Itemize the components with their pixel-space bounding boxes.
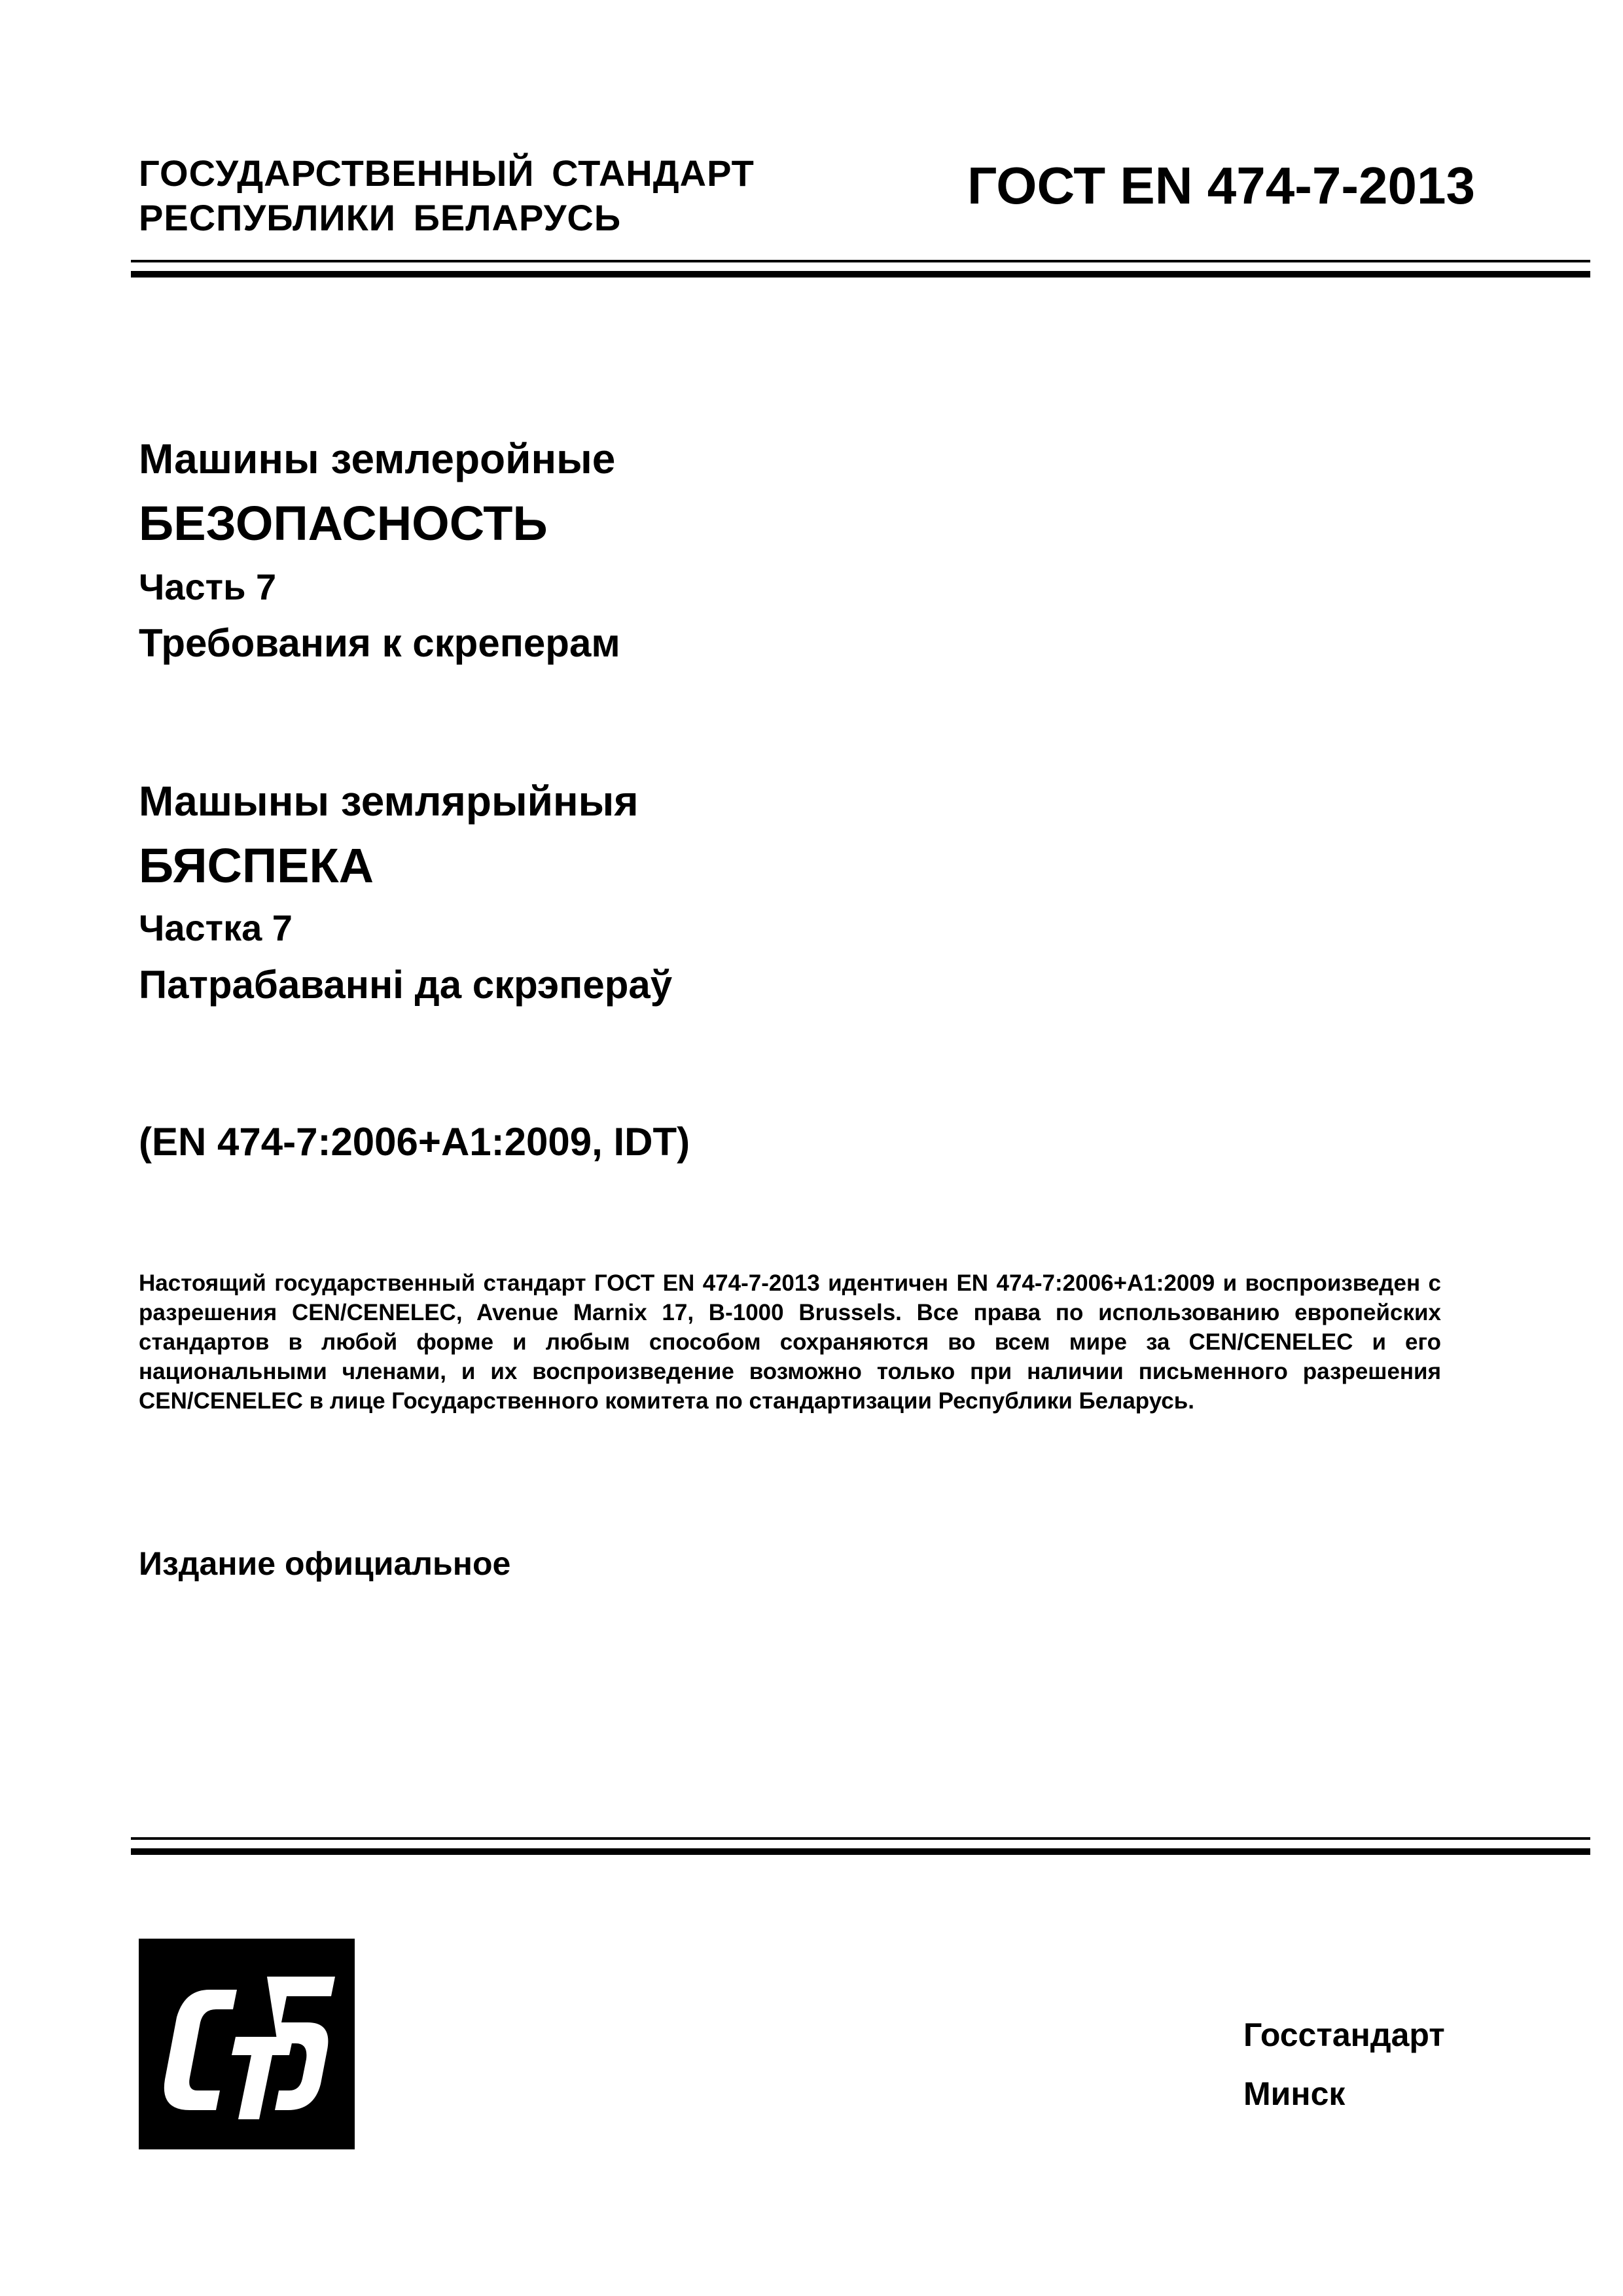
publisher-name: Госстандарт (1243, 2017, 1445, 2053)
standard-designation: ГОСТ EN 474-7-2013 (967, 156, 1475, 215)
stb-logo-icon (139, 1939, 355, 2149)
edition-label: Издание официальное (139, 1545, 511, 1582)
title-ru-subtitle: Требования к скреперам (139, 621, 620, 665)
top-divider-thin (131, 260, 1590, 262)
header-country: РЕСПУБЛИКИ БЕЛАРУСЬ (139, 197, 622, 238)
publisher-city: Минск (1243, 2075, 1346, 2112)
title-by-group: Машыны землярыйныя (139, 778, 639, 825)
title-by-subtitle: Патрабаванні да скрэпераў (139, 963, 673, 1007)
logo-letter-c (164, 1990, 237, 2110)
top-divider-thick (131, 271, 1590, 278)
en-reference: (EN 474-7:2006+A1:2009, IDT) (139, 1120, 690, 1164)
stb-logo-graphic (139, 1939, 355, 2149)
title-by-part: Частка 7 (139, 907, 293, 948)
header-standard-type: ГОСУДАРСТВЕННЫЙ СТАНДАРТ (139, 152, 755, 194)
title-ru-main: БЕЗОПАСНОСТЬ (139, 496, 548, 550)
title-ru-group: Машины землеройные (139, 435, 616, 482)
title-by-main: БЯСПЕКА (139, 838, 374, 893)
title-ru-part: Часть 7 (139, 566, 277, 607)
copyright-notice: Настоящий государственный стандарт ГОСТ EN 474-7-2013 идентичен EN 474-7:2006+A1:2009 и воспроизведен с разрешения CEN/CENELEC, Avenue Marnix 17, B-1000 Brussels. Все права по использованию европейских стандартов в любой форме и любым способом сохраняются во всем мире за CEN/CENELEC и его национальными членами, и их воспроизведение возможно только при наличии письменного разрешения CEN/CENELEC в лице Государственного комитета по стандартизации Республики Беларусь. (139, 1270, 1441, 1414)
bottom-divider-thick (131, 1848, 1590, 1855)
bottom-divider-thin (131, 1837, 1590, 1840)
